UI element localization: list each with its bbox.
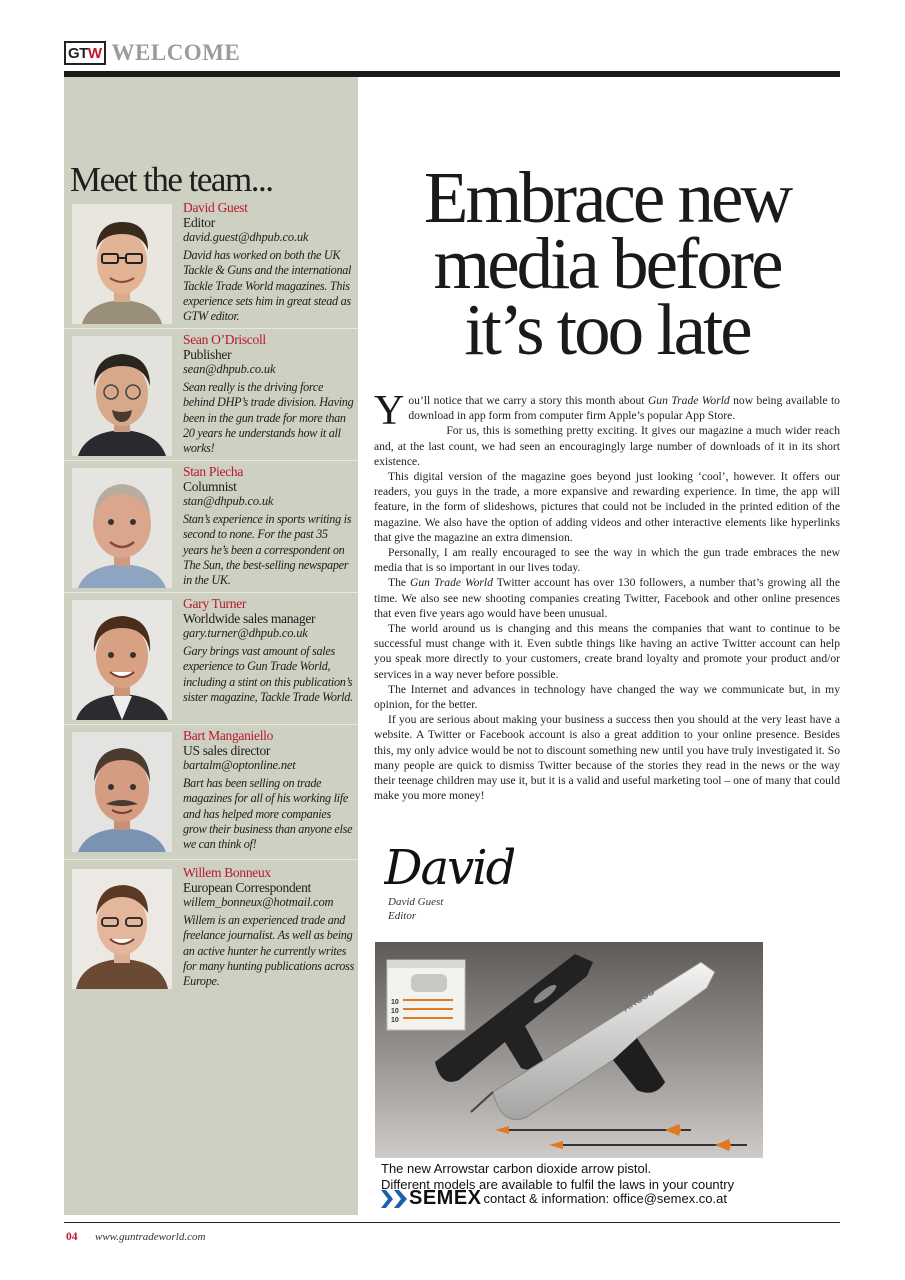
member-role: Worldwide sales manager <box>183 611 316 626</box>
member-bio: Gary brings vast amount of sales experience to Gun Trade World, including a stint on this publication’s sister magazine, Tackle Trade World. <box>183 644 353 704</box>
headline-line: it’s too late <box>464 289 750 370</box>
member-name: Sean O’Driscoll <box>183 332 266 347</box>
portrait-photo <box>72 468 172 588</box>
team-member <box>64 596 358 725</box>
member-name: Bart Manganiello <box>183 728 274 743</box>
team-member <box>64 865 358 995</box>
section-header <box>64 40 240 66</box>
text-run: ou’ll notice that we carry a story this month about <box>408 394 648 407</box>
signature-text: David <box>384 840 514 894</box>
member-bio: Bart has been selling on trade magazines for all of his working life and has helped more companies grow their business than anyone else we can think of! <box>183 776 353 852</box>
paragraph <box>374 388 840 434</box>
gtw-logo <box>64 41 106 65</box>
paragraph: For us, this is something pretty exciting. It gives our magazine a much wider reach and, at the last count, we had seen an encouragingly large number of downloads of it in its short existence. <box>374 424 840 468</box>
text-run: The <box>388 576 411 590</box>
member-info <box>183 332 355 456</box>
team-sidebar <box>64 77 358 1215</box>
member-email[interactable]: sean@dhpub.co.uk <box>183 362 276 376</box>
portrait-stan-piecha <box>72 468 172 588</box>
article-body <box>374 388 840 803</box>
logo-gt: GT <box>68 44 88 62</box>
member-email[interactable]: gary.turner@dhpub.co.uk <box>183 626 308 640</box>
box-count: 10 <box>391 999 399 1006</box>
member-email[interactable]: willem_bonneux@hotmail.com <box>183 895 334 909</box>
paragraph: The world around us is changing and this means the companies that want to continue to be successful must change with it. Even subtle things like having an active Twitter account can help you speak more directly to your customers, create brand loyalty and promote your product and/or services in a way never before possible. <box>374 622 840 681</box>
ad-headline: The new Arrowstar carbon dioxide arrow pistol. <box>381 1161 652 1176</box>
logo-w: W <box>87 44 102 62</box>
text-run: now being available to download in app form from computer firm Apple’s popular App Store. <box>408 394 840 423</box>
team-member <box>64 728 358 860</box>
portrait-photo <box>72 732 172 852</box>
portrait-photo <box>72 869 172 989</box>
portrait-david-guest <box>72 204 172 324</box>
paragraph: This digital version of the magazine goes beyond just looking ‘cool’, however. It offers our readers, you guys in the trade, a more expansive and rewarding experience. In time, the app will feature, in the form of slideshows, pictures that could not be included in the printed edition of the magazine. We also have the option of adding videos and other interactive elements like hyperlinks that give the magazine an extra dimension. <box>374 470 840 544</box>
page-number: 04 <box>66 1231 78 1243</box>
publication-name: Gun Trade World <box>410 576 493 590</box>
brand-name: SEMEX <box>409 1187 482 1209</box>
member-email[interactable]: david.guest@dhpub.co.uk <box>183 230 309 244</box>
portrait-photo <box>72 600 172 720</box>
semex-advert[interactable] <box>375 942 763 1215</box>
team-member <box>64 332 358 461</box>
member-bio: Sean really is the driving force behind DHP’s trade division. Having been in the gun trade for more than 20 years he understands how it all works! <box>183 380 354 456</box>
member-role: European Correspondent <box>183 880 311 895</box>
footer-url[interactable]: www.guntradeworld.com <box>95 1231 206 1243</box>
member-bio: David has worked on both the UK Tackle & Guns and the international Tackle Trade World magazines. This experience sets him in great stead as GTW editor. <box>183 248 352 324</box>
box-count: 10 <box>391 1017 399 1024</box>
box-count: 10 <box>391 1008 399 1015</box>
paragraph: The Internet and advances in technology have changed the way we communicate but, in my opinion, for the better. <box>374 682 840 712</box>
member-bio: Willem is an experienced trade and freelance journalist. As well as being an active hunter he currently writes for many hunting publications across Europe. <box>183 913 354 989</box>
section-title: WELCOME <box>111 40 241 65</box>
text-run: Twitter account has over 130 followers, a number that’s growing all the time. We also see new shooting companies creating Twitter, Facebook and other online presences that even five years ago would have been unusual. <box>374 576 840 620</box>
co2-cartridge-box <box>387 960 465 1030</box>
member-bio: Stan’s experience in sports writing is second to none. For the past 35 years he’s been a correspondent on The Sun, the best-selling newspaper in the UK. <box>183 512 352 588</box>
member-name: David Guest <box>183 200 248 215</box>
team-member <box>64 464 358 593</box>
signature-role: Editor <box>388 910 417 922</box>
team-member <box>64 200 358 329</box>
member-name: Stan Piecha <box>183 464 244 479</box>
signature <box>384 838 514 899</box>
ad-subline: Different models are available to fulfil the laws in your country <box>381 1177 735 1192</box>
paragraph: Personally, I am really encouraged to see the way in which the gun trade embraces the new media that is so important in our lives today. <box>374 546 840 575</box>
ad-contact[interactable]: contact & information: office@semex.co.at <box>483 1191 727 1206</box>
portrait-gary-turner <box>72 600 172 720</box>
portrait-photo <box>72 204 172 324</box>
paragraph <box>374 575 840 621</box>
signature-name: David Guest <box>388 896 444 908</box>
paragraph: If you are serious about making your business a success then you should at the very least have a website. A Twitter or Facebook account is also a great addition to your online presence. Besides this, my only advice would be not to discount something new until you have truly investigated it. So many people are quick to dismiss Twitter because of the stories they read in the news or the way their teenage children may use it, but it is a valid and useful marketing tool – one of many that could make you more money! <box>374 713 840 803</box>
sidebar-title: Meet the team... <box>70 160 273 199</box>
footer-rule <box>64 1222 840 1223</box>
member-role: Publisher <box>183 347 232 362</box>
member-role: US sales director <box>183 743 271 758</box>
member-info <box>183 596 355 705</box>
semex-mark-icon <box>381 1190 407 1208</box>
member-info <box>183 728 355 852</box>
portrait-willem-bonneux <box>72 869 172 989</box>
portrait-photo <box>72 336 172 456</box>
handwritten-signature <box>384 838 514 894</box>
article-headline <box>368 157 846 370</box>
arrow-pistol-photo <box>375 942 763 1158</box>
member-name: Willem Bonneux <box>183 865 271 880</box>
pistol-brand: ARCUS <box>620 986 657 1015</box>
portrait-sean-odriscoll <box>72 336 172 456</box>
member-info <box>183 464 355 588</box>
member-role: Columnist <box>183 479 237 494</box>
publication-name: Gun Trade World <box>647 394 730 407</box>
member-role: Editor <box>183 215 215 230</box>
member-email[interactable]: stan@dhpub.co.uk <box>183 494 274 508</box>
drop-cap: Y <box>374 388 405 434</box>
semex-logo <box>381 1187 727 1210</box>
portrait-bart-manganiello <box>72 732 172 852</box>
member-email[interactable]: bartalm@optonline.net <box>183 758 296 772</box>
member-info <box>183 200 355 324</box>
headline-line: Embrace new <box>423 157 791 238</box>
member-info <box>183 865 355 989</box>
member-name: Gary Turner <box>183 596 247 611</box>
headline-line: media before <box>433 223 781 304</box>
